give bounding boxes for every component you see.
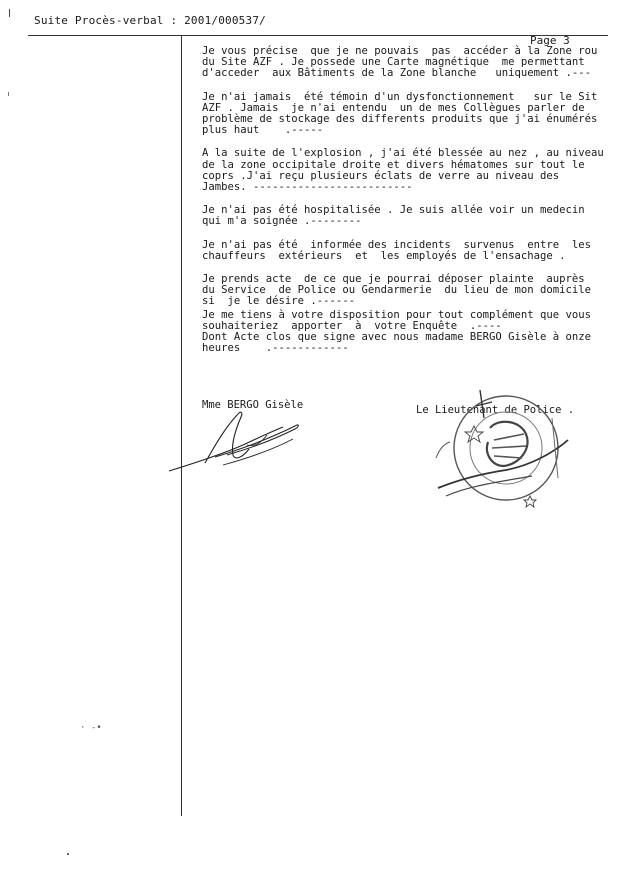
text-line: Je me tiens à votre disposition pour tout complément que vous [202, 308, 592, 321]
paragraph-access-zone [202, 46, 620, 80]
officer-title: Le Lieutenant de Police . [416, 404, 575, 416]
text-line: qui m'a soignée .-------- [202, 215, 362, 228]
text-line: A la suite de l'explosion , j'ai été blessée au nez , au niveau [202, 147, 604, 160]
text-line: Dont Acte clos que signe avec nous madame BERGO Gisèle à onze [202, 331, 592, 344]
page-number: Page 3 [530, 34, 570, 47]
paragraph-closing [202, 310, 620, 355]
text-line: Je vous précise que je ne pouvais pas accéder à la Zone rou [202, 45, 598, 57]
text-line: si je le désire .------ [202, 295, 356, 308]
stray-ink-dot [67, 853, 69, 855]
document-header-title: Suite Procès-verbal : 2001/000537/ [34, 14, 266, 27]
paragraph-incidents [202, 240, 620, 262]
text-line: chauffeurs extérieurs et les employés de l'ensachage . [202, 249, 566, 262]
police-official-stamp [428, 388, 588, 518]
text-line: AZF . Jamais je n'ai entendu un de mes Collègues parler de [202, 101, 585, 114]
text-line: de la zone occipitale droite et divers hématomes sur tout le [202, 158, 585, 171]
text-line: Jambes. ------------------------- [202, 181, 413, 194]
text-line: plus haut .----- [202, 124, 324, 137]
paragraph-injuries [202, 148, 620, 193]
stray-ink-marks: · -• [80, 723, 102, 733]
margin-tick-mark [9, 9, 10, 17]
text-line: du Service de Police ou Gendarmerie du lieu de mon domicile [202, 284, 592, 297]
declarant-name: Mme BERGO Gisèle [202, 399, 304, 411]
text-line: coprs .J'ai reçu plusieurs éclats de verre au niveau des [202, 169, 560, 182]
text-line: souhaiteriez apporter à votre Enquête .---- [202, 319, 502, 332]
handwritten-signature [165, 405, 305, 475]
paragraph-not-hospitalized [202, 205, 620, 227]
text-line: Je prends acte de ce que je pourrai déposer plainte auprès [202, 273, 585, 286]
text-line: problème de stockage des differents produits que j'ai énumérés [202, 113, 598, 126]
margin-scratch-mark [8, 92, 9, 96]
paragraph-no-malfunction [202, 92, 620, 137]
text-line: d'acceder aux Bâtiments de la Zone blanche uniquement .--- [202, 67, 592, 80]
statement-body [202, 46, 620, 366]
text-line: Je n'ai jamais été témoin d'un dysfonctionnement sur le Sit [202, 90, 598, 103]
text-line: Je n'ai pas été hospitalisée . Je suis allée voir un medecin [202, 204, 585, 217]
text-line: Je n'ai pas été informée des incidents survenus entre les [202, 238, 592, 251]
header-divider [28, 35, 608, 36]
paragraph-complaint-rights [202, 274, 620, 308]
text-line: heures .------------ [202, 342, 349, 355]
text-line: du Site AZF . Je possede une Carte magnétique me permettant [202, 56, 585, 69]
